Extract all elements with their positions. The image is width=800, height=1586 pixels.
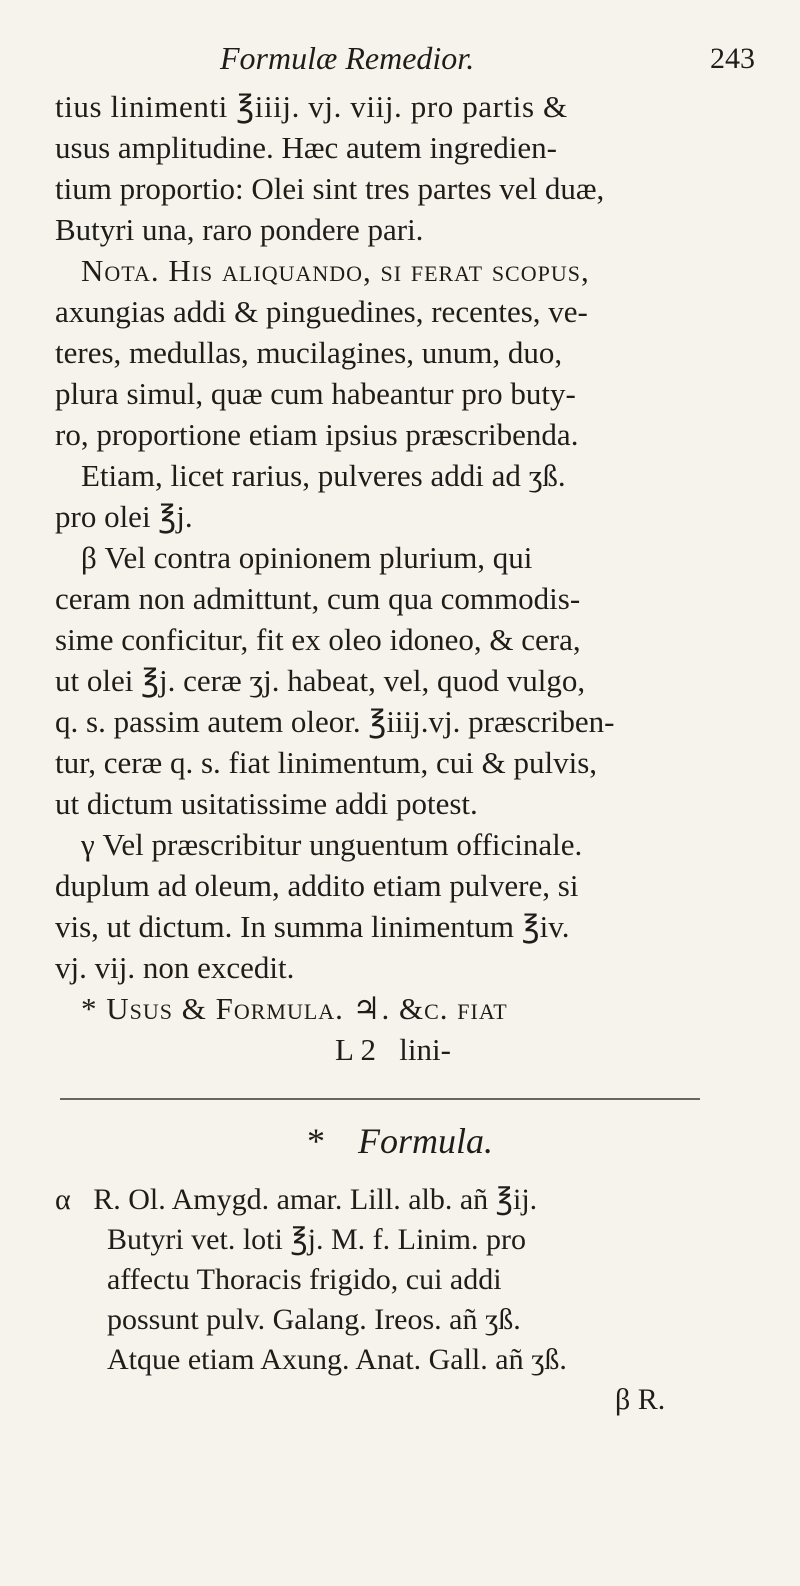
text-line: Butyri una, raro pondere pari. <box>55 212 424 247</box>
formula-line: possunt pulv. Galang. Ireos. añ ʒß. <box>107 1303 521 1336</box>
text-line: tius linimenti ℥iiij. vj. viij. pro partis & <box>55 89 568 124</box>
text-line: axungias addi & pinguedines, recentes, ve- <box>55 294 588 329</box>
text-line: Nota. His aliquando, si ferat scopus, <box>81 253 590 288</box>
text-line: ut dictum usitatissime addi potest. <box>55 786 478 821</box>
text-line: sime conficitur, fit ex oleo idoneo, & cera, <box>55 622 581 657</box>
asterisk-mark: * <box>307 1121 325 1161</box>
text-line: * Usus & Formula. ♃. &c. fiat <box>81 991 508 1026</box>
body-text <box>55 86 795 1070</box>
text-line: ro, proportione etiam ipsius præscribenda. <box>55 417 579 452</box>
formula-line: β R. <box>615 1383 666 1416</box>
text-line: Etiam, licet rarius, pulveres addi ad ʒß. <box>81 458 566 493</box>
text-line: usus amplitudine. Hæc autem ingredien- <box>55 130 557 165</box>
running-head: Formulæ Remedior. <box>220 40 475 76</box>
text-line: pro olei ℥j. <box>55 499 193 534</box>
text-line: β Vel contra opinionem plurium, qui <box>81 540 533 575</box>
page-number: 243 <box>710 42 755 75</box>
formula-line: affectu Thoracis frigido, cui addi <box>107 1263 502 1296</box>
catchword-line: L 2 lini- <box>335 1032 451 1067</box>
text-line: q. s. passim autem oleor. ℥iiij.vj. præscriben- <box>55 704 615 739</box>
text-line: vis, ut dictum. In summa linimentum ℥iv. <box>55 909 570 944</box>
formula-line: Butyri vet. loti ℥j. M. f. Linim. pro <box>107 1223 526 1256</box>
formula-block <box>55 1180 795 1420</box>
page-header <box>55 40 755 80</box>
text-line: plura simul, quæ cum habeantur pro buty- <box>55 376 576 411</box>
formula-title: Formula. <box>358 1121 493 1161</box>
text-line: tur, ceræ q. s. fiat linimentum, cui & pulvis, <box>55 745 598 780</box>
text-line: ceram non admittunt, cum qua commodis- <box>55 581 581 616</box>
text-line: γ Vel præscribitur unguentum officinale. <box>81 827 583 862</box>
text-line: duplum ad oleum, addito etiam pulvere, si <box>55 868 579 903</box>
text-line: vj. vij. non excedit. <box>55 950 295 985</box>
formula-heading <box>0 1120 800 1162</box>
text-line: ut olei ℥j. ceræ ʒj. habeat, vel, quod vulgo, <box>55 663 586 698</box>
formula-line: α R. Ol. Amygd. amar. Lill. alb. añ ℥ij. <box>55 1183 538 1216</box>
text-line: teres, medullas, mucilagines, unum, duo, <box>55 335 563 370</box>
formula-line: Atque etiam Axung. Anat. Gall. añ ʒß. <box>107 1343 567 1376</box>
text-line: tium proportio: Olei sint tres partes vel duæ, <box>55 171 605 206</box>
section-divider <box>60 1098 700 1100</box>
